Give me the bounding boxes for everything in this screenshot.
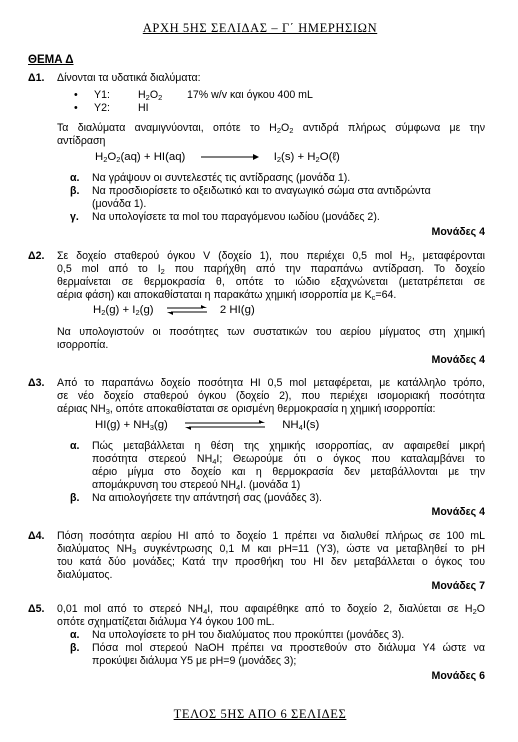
sub-question-label: β. [70, 492, 80, 504]
question-number-d2: Δ2. [28, 250, 45, 262]
d1-question-a: Να γράψουν οι συντελεστές τις αντίδρασης (μονάδα 1). [92, 172, 351, 184]
d2-text-line: αέρια φάση) και αποκαθίσταται η παρακάτω χημική ισορροπία με $K_c=64$. [57, 289, 397, 302]
d1-marks: Μονάδες 4 [431, 226, 485, 238]
d1-question-b: Να προσδιορίσετε το οξειδωτικό και το αναγωγικό σώμα στα αντιδρώντα [92, 185, 431, 197]
d5-question-b-line: Πόσα mol στερεού NaOH πρέπει να προστεθούν στο διάλυμα Υ4 ώστε να [92, 642, 485, 654]
d4-text-line: διαλύματος. [57, 569, 113, 581]
d2-text-line: θερμαίνεται σε θερμοκρασία θ, οπότε το ιώδιο εξαχνώνεται (μετατρέπεται σε [57, 276, 485, 288]
d1-paragraph-line: Τα διαλύματα αναμιγνύονται, οπότε το $H_2O_2$ αντιδρά πλήρως σύμφωνα με την [57, 122, 486, 135]
sub-question-label: α. [70, 629, 80, 641]
d4-text-line: Πόση ποσότητα αερίου HI από το δοχείο 1 πρέπει να διαλυθεί πλήρως σε 100 mL [57, 530, 485, 542]
sub-question-label: β. [70, 185, 80, 197]
d1-question-c: Να υπολογίσετε τα mol του παραγόμενου ιωδίου (μονάδες 2). [92, 211, 380, 223]
sub-question-label: α. [70, 440, 80, 452]
d1-question-b-cont: (μονάδα 1). [92, 198, 147, 210]
d2-text-line: Σε δοχείο σταθερού όγκου V (δοχείο 1), που περιέχει 0,5 mol $H_2$, μεταφέρονται [57, 250, 485, 263]
d3-text-line: Από το παραπάνω δοχείο ποσότητα HI 0,5 mol μεταφέρεται, με κατάλληλο τρόπο, [57, 377, 485, 389]
d2-marks: Μονάδες 4 [431, 354, 485, 366]
page-header: ΑΡΧΗ 5ΗΣ ΣΕΛΙΔΑΣ – Γ΄ ΗΜΕΡΗΣΙΩΝ [142, 21, 378, 35]
d4-marks: Μονάδες 7 [431, 580, 485, 592]
d5-text-line: οπότε σχηματίζεται διάλυμα Υ4 όγκου 100 mL. [57, 616, 275, 628]
d3-equilibrium-equation: $HI(g) + NH_3(g)$ $NH_4I(s)$ [95, 419, 320, 432]
d2-question-line: Να υπολογιστούν οι ποσότητες των συστατικών του αερίου μίγματος στη χημική [57, 326, 485, 338]
section-title: ΘΕΜΑ Δ [28, 54, 74, 66]
d1-reaction-equation: $H_2O_2(aq) + HI(aq) I_2(s)$ + $H_2O(\ell)$ [95, 151, 340, 164]
d5-question-b-line: προκύψει διάλυμα Υ5 με pH=9 (μονάδες 3); [92, 655, 297, 667]
bullet-icon: • [74, 89, 78, 101]
d4-text-line: διαλύματος $NH_3$ συγκέντρωσης 0,1 M και pH=11 (Υ3), ώστε να μεταβληθεί το pH [57, 543, 486, 556]
d3-marks: Μονάδες 4 [431, 506, 485, 518]
question-number-d1: Δ1. [28, 72, 45, 84]
question-number-d4: Δ4. [28, 530, 45, 542]
d1-y2-formula: HI [138, 102, 149, 114]
d1-intro: Δίνονται τα υδατικά διαλύματα: [57, 72, 201, 84]
d1-paragraph-line: αντίδραση [57, 135, 106, 147]
equilibrium-arrows-icon [185, 420, 265, 430]
d3-text-line: σε νέο δοχείο σταθερού όγκου (δοχείο 2), που περιέχει ισομοριακή ποσότητα [57, 390, 485, 402]
d5-marks: Μονάδες 6 [431, 670, 485, 682]
equilibrium-arrows-icon [167, 305, 207, 315]
d2-question-line: ισορροπία. [57, 339, 109, 351]
d5-question-a: Να υπολογίσετε το pH του διαλύματος που προκύπτει (μονάδες 3). [92, 629, 405, 641]
d2-text-line: 0,5 mol από το $I_2$ που παρήχθη από την παραπάνω αντίδραση. Το δοχείο [57, 263, 485, 276]
d1-y1-label: Υ1: [94, 89, 110, 101]
question-number-d5: Δ5. [28, 603, 45, 615]
question-number-d3: Δ3. [28, 377, 45, 389]
d1-y2-label: Υ2: [94, 102, 110, 114]
sub-question-label: γ. [70, 211, 79, 223]
d3-question-a-line: απομάκρυνση του στερεού $NH_4I$. (μονάδα 1) [92, 479, 301, 492]
d3-question-b: Να αιτιολογήσετε την απάντησή σας (μονάδες 3). [92, 492, 322, 504]
bullet-icon: • [74, 102, 78, 114]
d3-text-line: αέριας $NH_3$, οπότε αποκαθίσταται σε ορισμένη θερμοκρασία η χημική ισορροπία: [57, 403, 436, 416]
d3-question-a-line: αέριο μίγμα στο δοχείο και η θερμοκρασία δεν μεταβάλλονται με την [92, 466, 485, 478]
reaction-arrow-icon [201, 153, 259, 161]
d5-text-line: 0,01 mol από το στερεό $NH_4I$, που αφαιρέθηκε από το δοχείο 2, διαλύεται σε $H_2O$ [57, 603, 485, 616]
d3-question-a-line: Πώς μεταβάλλεται η θέση της χημικής ισορροπίας, αν αφαιρεθεί μικρή [92, 440, 485, 452]
sub-question-label: α. [70, 172, 80, 184]
d1-y1-description: 17% w/v και όγκου 400 mL [187, 89, 313, 101]
sub-question-label: β. [70, 642, 80, 654]
d4-text-line: του κατά δύο μονάδες; Κατά την προσθήκη του HI δεν μεταβάλλεται ο όγκος του [57, 556, 485, 568]
d2-equilibrium-equation: $H_2(g) + I_2(g)$ 2 HI(g) [93, 304, 255, 317]
d3-question-a-line: ποσότητα στερεού $NH_4I$; Θεωρούμε ότι ο όγκος που καταλαμβάνει το [92, 453, 486, 466]
page-footer: ΤΕΛΟΣ 5ΗΣ ΑΠΟ 6 ΣΕΛΙΔΕΣ [173, 707, 347, 721]
d1-y1-formula: $H_2O_2$ [138, 89, 163, 102]
